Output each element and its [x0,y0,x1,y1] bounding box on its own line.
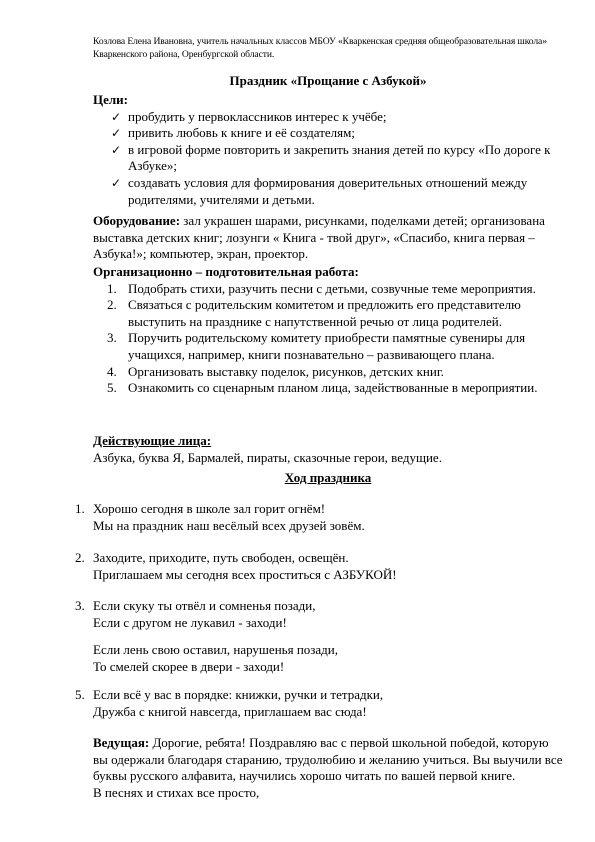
stanza-number: 5. [75,687,85,702]
prep-item-number: 4. [107,363,117,379]
prep-item [93,364,563,381]
prep-item [93,330,563,363]
host-speech [93,735,563,801]
checkmark-icon: ✓ [111,142,122,157]
prep-item [93,281,563,298]
goal-text: привить любовь к книге и её создателям; [128,125,355,141]
prep-item [93,297,563,330]
poem-line: Если лень свою оставил, нарушенья позади, [93,642,339,657]
prep-label: Организационно – подготовительная работа: [93,264,359,279]
poem-stanza [75,501,565,534]
goal-text: создавать условия для формирования доверительных отношений между родителями, учителями и детьми. [128,174,528,207]
poem-stanza [75,642,565,675]
poem-line: Если скуку ты отвёл и сомненья позади, [93,598,316,613]
poem-line: Дружба с книгой навсегда, приглашаем вас сюда! [93,703,367,719]
author-header: Козлова Елена Ивановна, учитель начальных классов МБОУ «Кваркенская средняя общеобразовательная школа» Кваркенского района, Оренбургской области. [93,36,547,60]
poem-stanza [75,550,565,583]
goal-item [93,125,563,142]
poem-line: Мы на праздник наш весёлый всех друзей зовём. [93,517,365,533]
prep-section [93,264,563,397]
prep-list [93,281,563,397]
poem-stanza [75,687,565,720]
prep-item-text: Подобрать стихи, разучить песни с детьми, созвучные теме мероприятия. [128,280,536,296]
stanza-number: 2. [75,550,85,565]
poem-line: Хорошо сегодня в школе зал горит огнём! [93,501,326,516]
characters-section [93,433,563,466]
goal-item [93,109,563,126]
prep-item [93,380,563,397]
equipment-section [93,213,563,263]
poem-line: Заходите, приходите, путь свободен, освещён. [93,550,349,565]
equipment-label: Оборудование: [93,213,181,228]
prep-item-number: 2. [107,297,117,313]
poem-line: Если с другом не лукавил - заходи! [93,614,287,630]
goals-section [93,92,563,208]
poem-line: Приглашаем мы сегодня всех проститься с АЗБУКОЙ! [93,566,397,582]
course-title: Ход праздника [284,470,372,485]
goals-list [93,109,563,209]
goal-text: в игровой форме повторить и закрепить знания детей по курсу «По дороге к Азбуке»; [128,141,551,174]
checkmark-icon: ✓ [111,109,122,124]
goal-text: пробудить у первоклассников интерес к учёбе; [128,108,387,124]
stanza-number: 1. [75,501,85,516]
stanza-number: 3. [75,598,85,613]
host-label: Ведущая: [93,735,150,750]
page-title: Праздник «Прощание с Азбукой» [229,73,427,88]
prep-item-text: Поручить родительскому комитету приобрести памятные сувениры для учащихся, например, книги познавательно – развивающего плана. [128,330,526,362]
host-text: Дорогие, ребята! Поздравляю вас с первой школьной победой, которую вы одержали благодаря старанию, трудолюбию и желанию учиться. Вы выучили все буквы русского алфавита, научились хорошо читать по вашей первой книге. [93,735,563,784]
poem-stanza [75,598,565,631]
characters-text: Азбука, буква Я, Бармалей, пираты, сказочные герои, ведущие. [93,449,442,465]
checkmark-icon: ✓ [111,126,122,141]
goal-item [93,142,563,175]
host-last-line: В песнях и стихах все просто, [93,784,260,800]
characters-label: Действующие лица: [93,433,212,448]
checkmark-icon: ✓ [111,175,122,190]
equipment-text: зал украшен шарами, рисунками, поделками детей; организована выставка детских книг; лозунги « Книга - твой друг», «Спасибо, книга первая – Азбука!»; компьютер, экран, проектор. [93,213,545,262]
prep-item-number: 1. [107,280,117,296]
goal-item [93,175,563,208]
prep-item-text: Связаться с родительским комитетом и предложить его представителю выступить на празднике с напутственной речью от лица родителей. [128,297,521,329]
prep-item-number: 5. [107,380,117,396]
prep-item-number: 3. [107,330,117,346]
prep-item-text: Ознакомить со сценарным планом лица, задействованные в мероприятии. [128,380,538,396]
poem-line: То смелей скорее в двери - заходи! [93,658,285,674]
poem-line: Если всё у вас в порядке: книжки, ручки и тетрадки, [93,687,384,702]
prep-item-text: Организовать выставку поделок, рисунков, детских книг. [128,363,444,379]
goals-label: Цели: [93,92,128,107]
